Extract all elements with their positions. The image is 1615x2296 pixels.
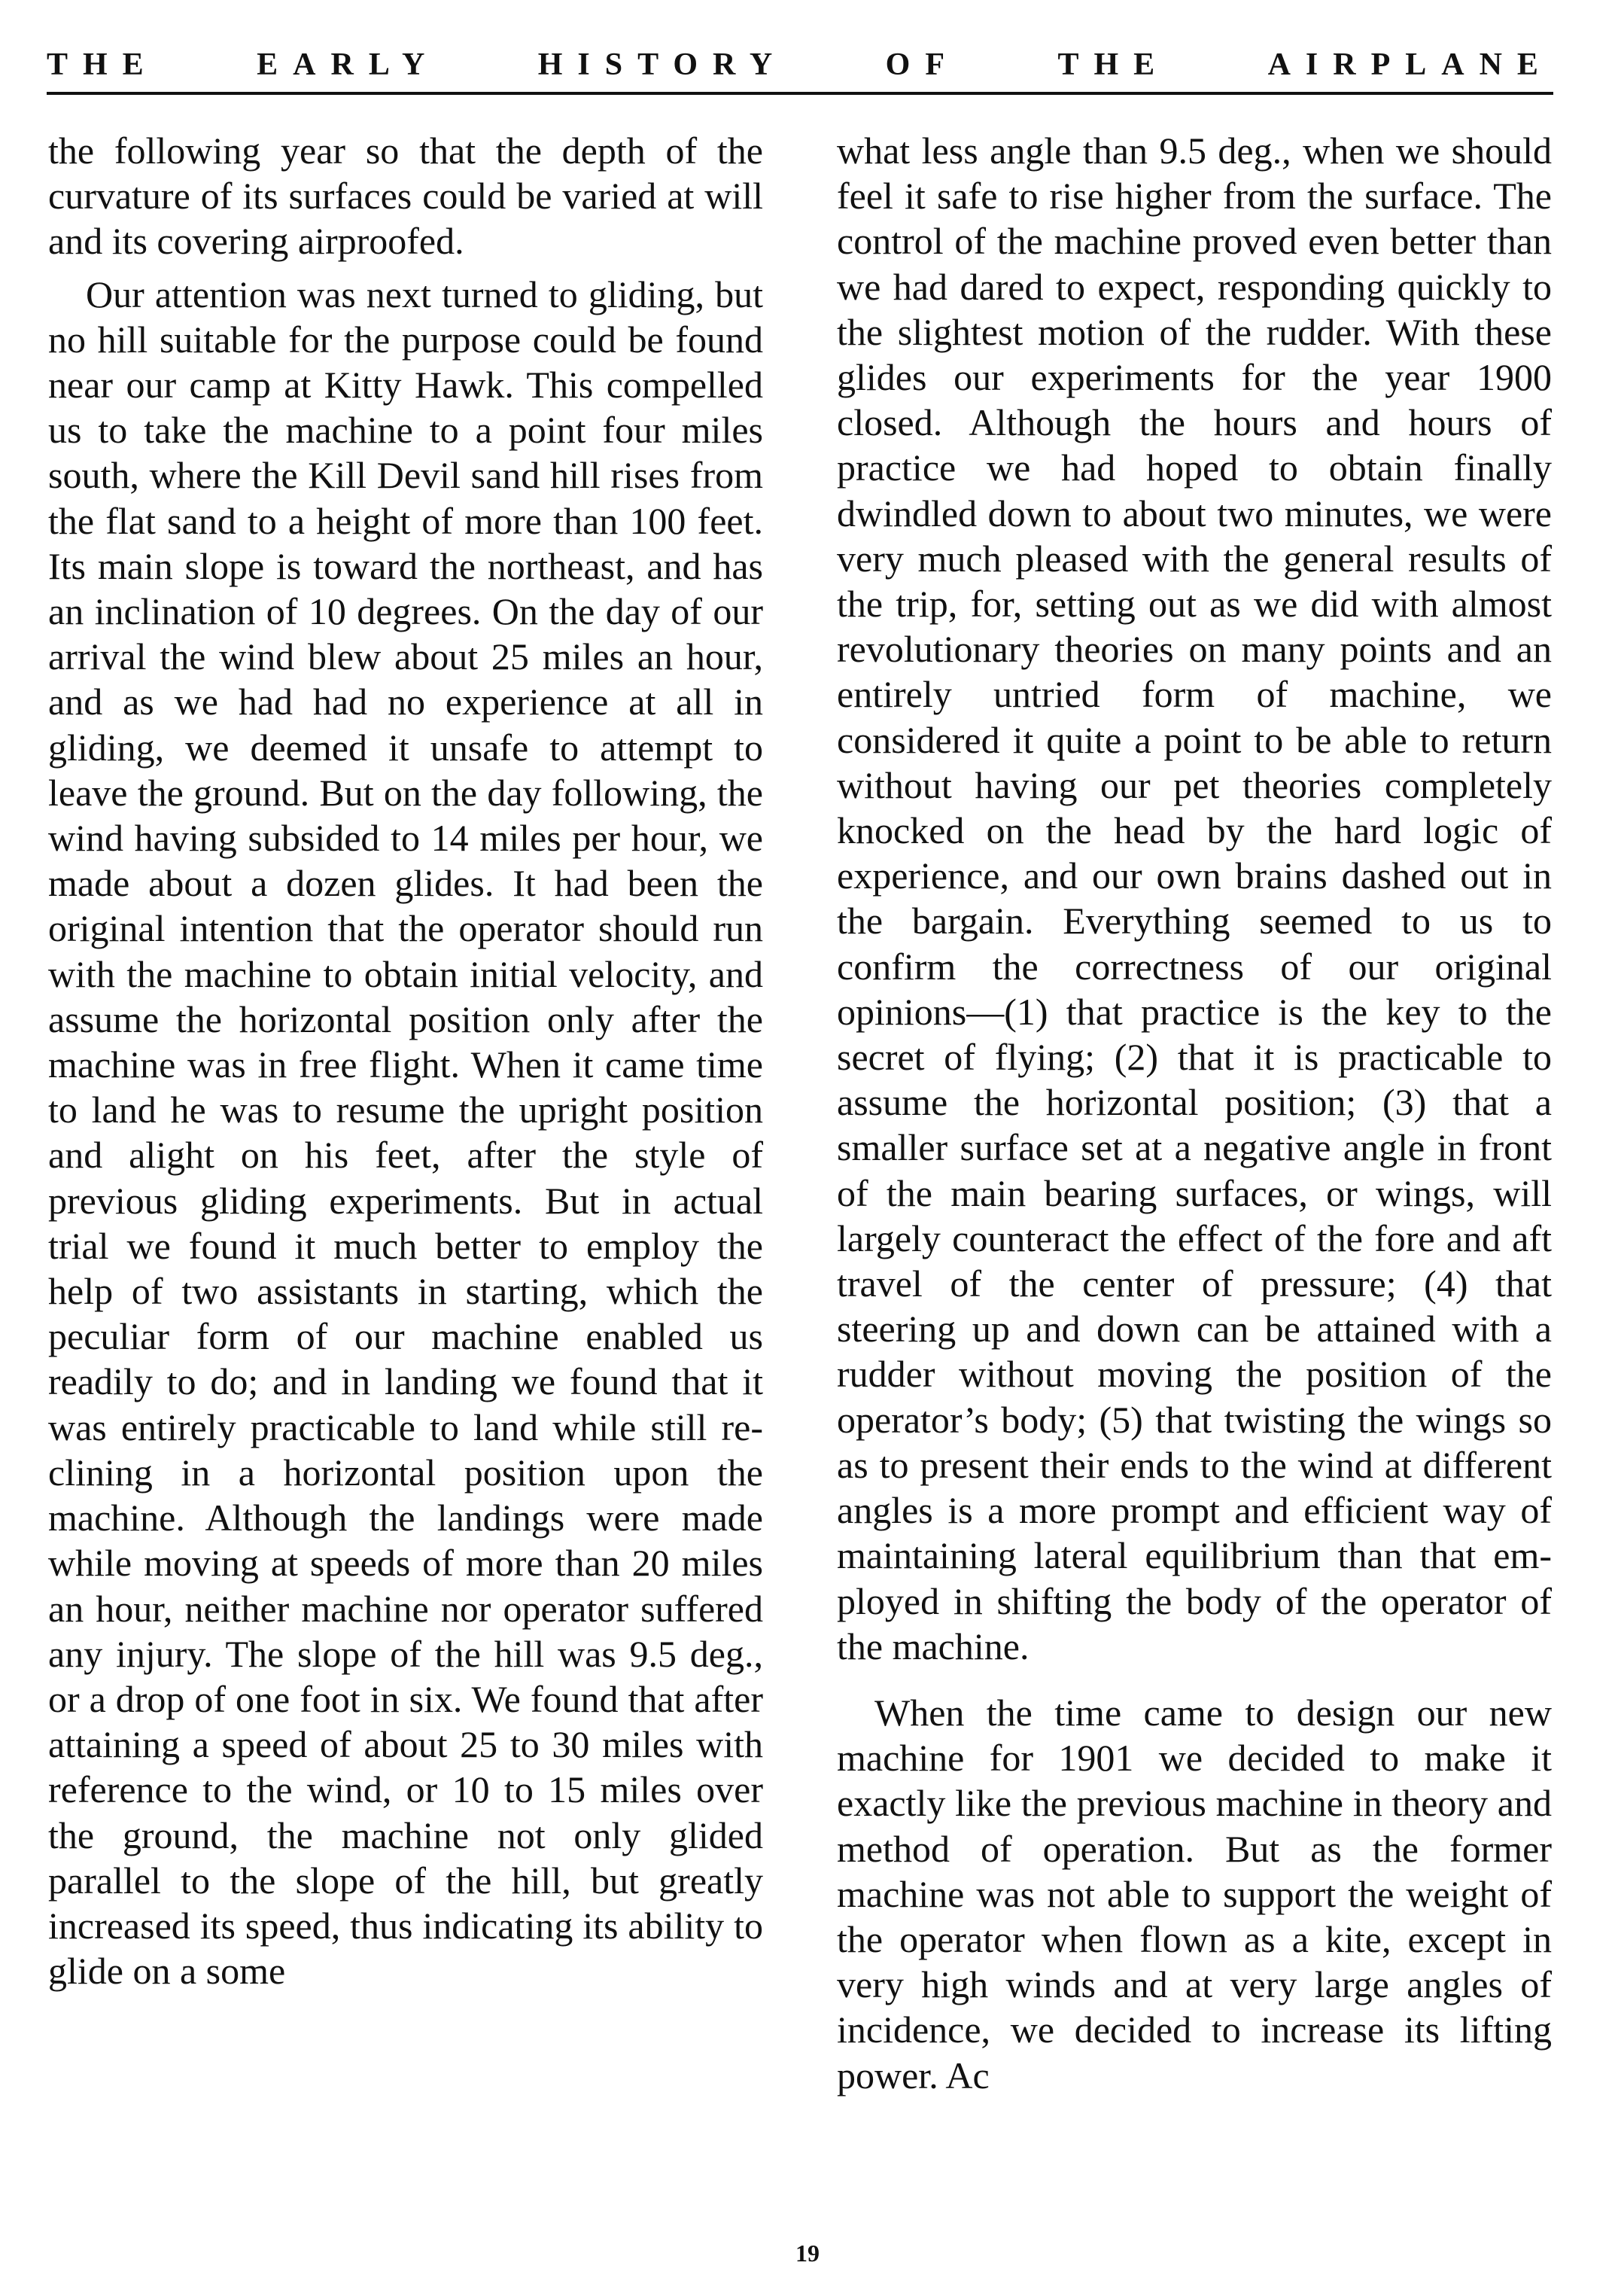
- header-word: OF: [885, 47, 960, 82]
- header-word: AIRPLANE: [1267, 47, 1553, 82]
- header-word: THE: [47, 47, 159, 82]
- paragraph: When the time came to design our new machine for 1901 we decided to make it exactly like the previous machine in theory and method of operation. But as the former machine was not able to support the weight of the operator when flown as a kite, except in very high winds and at very large angles of incidence, we decided to increase its lifting power. Ac: [837, 1691, 1552, 2097]
- header-rule: [47, 92, 1553, 95]
- page-number: 19: [795, 2240, 820, 2267]
- header-word: HISTORY: [537, 47, 788, 82]
- paragraph: the following year so that the depth of the curvature of its surfaces could be varied at will and its covering airproofed.: [48, 129, 763, 263]
- header-word: EARLY: [257, 47, 440, 82]
- right-column: [837, 128, 1552, 2098]
- header-word: THE: [1057, 47, 1170, 82]
- left-column: [48, 128, 763, 1993]
- paragraph: Our attention was next turned to gliding, but no hill suitable for the purpose could be found near our camp at Kitty Hawk. This compelled us to take the machine to a point four miles south, where the Kill Devil sand hill rises from the flat sand to a height of more than 100 feet. Its main slope is toward the northeast, and has an inclination of 10 degrees. On the day of our arrival the wind blew about 25 miles an hour, and as we had had no experience at all in gliding, we deemed it unsafe to attempt to leave the ground. But on the day following, the wind having subsided to 14 miles per hour, we made about a dozen glides. It had been the original intention that the operator should run with the machine to obtain initial velocity, and assume the horizontal position only after the machine was in free flight. When it came time to land he was to resume the upright position and alight on his feet, after the style of previous gliding experiments. But in actual trial we found it much better to employ the help of two assistants in starting, which the peculiar form of our machine enabled us readily to do; and in landing we found that it was entirely practicable to land while still reclining in a horizontal position upon the machine. Although the landings were made while moving at speeds of more than 20 miles an hour, neither machine nor operator suffered any injury. The slope of the hill was 9.5 deg., or a drop of one foot in six. We found that after attaining a speed of about 25 to 30 miles with reference to the wind, or 10 to 15 miles over the ground, the machine not only glided parallel to the slope of the hill, but greatly increased its speed, thus indicating its ability to glide on a some: [48, 273, 763, 1993]
- running-header: [47, 42, 1553, 87]
- paragraph: what less angle than 9.5 deg., when we should feel it safe to rise higher from the surface. The control of the machine proved even better than we had dared to expect, responding quickly to the slightest motion of the rudder. With these glides our experiments for the year 1900 closed. Although the hours and hours of practice we had hoped to obtain finally dwindled down to about two minutes, we were very much pleased with the general results of the trip, for, setting out as we did with almost revolutionary theories on many points and an entirely untried form of machine, we considered it quite a point to be able to return without having our pet theories completely knocked on the head by the hard logic of experience, and our own brains dashed out in the bargain. Everything seemed to us to confirm the correctness of our original opinions—(1) that practice is the key to the secret of flying; (2) that it is practicable to assume the horizontal position; (3) that a smaller surface set at a negative angle in front of the main bearing surfaces, or wings, will largely counteract the effect of the fore and aft travel of the center of pressure; (4) that steering up and down can be attained with a rudder without moving the position of the operator’s body; (5) that twisting the wings so as to present their ends to the wind at different angles is a more prompt and efficient way of maintaining lateral equilibrium than that employed in shifting the body of the operator of the machine.: [837, 129, 1552, 1667]
